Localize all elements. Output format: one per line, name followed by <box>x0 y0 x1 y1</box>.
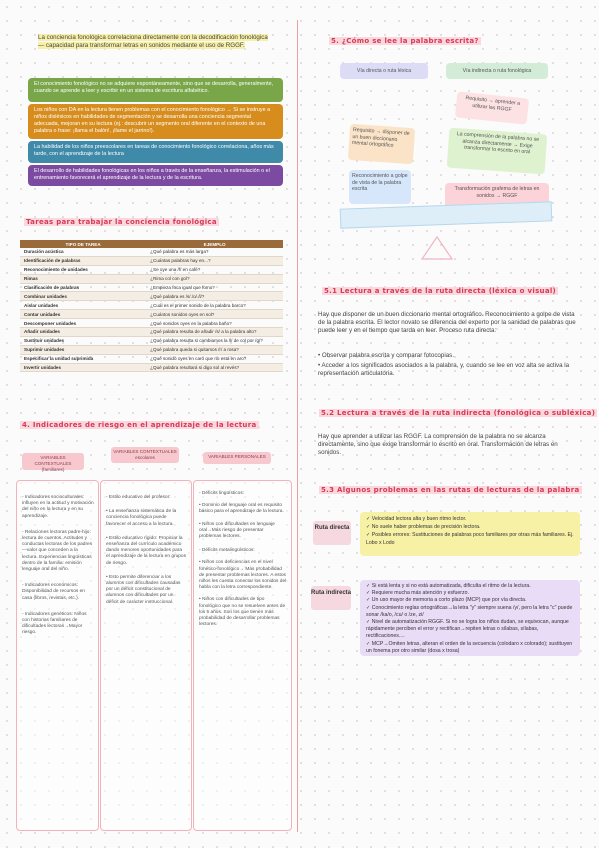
tareas-table <box>20 240 283 372</box>
list-item: • Estilo educativo rígido: Propiciar la enseñanza del currículo académico dando menores oportunidades para el aprendizaje de la lectura en grupos de riesgo. <box>106 535 187 566</box>
list-item: ✓ Si está lenta y si no está automatizada, dificulta el ritmo de la lectura. <box>366 583 531 589</box>
header-tipo: TIPO DE TAREA <box>20 240 146 248</box>
cell: Duración acústica <box>20 248 146 256</box>
cell: Reconocimiento de unidades <box>20 265 146 274</box>
cell: ¿Empieza foca igual que fomo? <box>146 283 283 292</box>
table-row <box>20 336 283 345</box>
section51-title: 5.1 Lectura a través de la ruta directa (léxica o visual) <box>324 287 557 295</box>
cell: Combinar unidades <box>20 292 146 301</box>
cell: Especificar la unidad suprimida <box>20 354 146 363</box>
list-item: • Esto permite diferenciar a los alumnos con dificultades causadas por un déficit constitucional de alumnos con dificultades por un déficit de carácter instruccional. <box>106 574 181 605</box>
section51-paragraph: Hay que disponer de un buen diccionario mental ortográfico. Reconocimiento a golpe de vista de la palabra escrita. El lector novato se diferencia del experto por la sanidad de palabras que puede leer y en el tiempo que tarda en leer. Proceso ruta directa: <box>318 311 576 334</box>
comprension-box: La comprensión de la palabra no se alcanza directamente → Exige transformar lo escrito en oral <box>447 128 548 175</box>
list-item: - Indicadores socioculturales: influyen en la actitud y motivación del niño en la lectura y en su aprendizaje. <box>22 495 94 519</box>
banner-desarrollo: El desarrollo de habilidades fonológicas en los niños a través de la enseñanza, la estimulación o el entrenamiento favorecerá el aprendizaje de la lectura y de la escritura. <box>28 165 283 186</box>
tareas-title: Tareas para trabajar la conciencia fonológica <box>26 218 217 226</box>
section52-paragraph: Hay que aprender a utilizar las RGGF. La comprensión de la palabra no se alcanza directamente, sino que exige transformar lo escrito en oral. Transformación de letras en sonidos. <box>318 433 558 456</box>
list-item: - Estilo educativo del profesor: <box>106 495 171 500</box>
cell: ¿Rima col con gol? <box>146 274 283 283</box>
list-item: ✓ Conocimiento reglas ortográficas→la letra "y" siempre suena /y/, pero la letra "c" puede sonar /ka/o, /cu/ o /ze, zi/ <box>366 604 573 618</box>
cell: Sustituir unidades <box>20 336 146 345</box>
banner-conocimiento: El conocimiento fonológico no se adquiere espontáneamente, sino que se desarrolla, generalmente, cuando se aprende a leer y escribir en un sistema de escritura alfabético. <box>28 78 283 102</box>
list-item: ✓ Velocidad lectora alta y buen ritmo lector. <box>366 516 467 522</box>
table-row <box>20 319 283 328</box>
table-row <box>20 248 283 256</box>
personales-list <box>199 491 287 628</box>
cell: ¿Qué sonido oyes en caro que no está en aro? <box>146 354 283 363</box>
list-item: ✓ MCP→Omiten letras, alteran el orden de la secuencia (colodaro x colorado); sustituyen un fonema por otro similar (dosa x trosa) <box>366 640 573 654</box>
requisito-diccionario-box: Requisito → disponer de un buen diccionario mental ortográfico <box>348 124 415 164</box>
table-row <box>20 283 283 292</box>
table-row <box>20 265 283 274</box>
ruta-directa-list <box>360 512 580 556</box>
list-item: • La enseñanza sistemática de la conciencia fonológica puede favorecer el acceso a la lectura. <box>106 509 177 527</box>
cell: Descomponer unidades <box>20 319 146 328</box>
list-item: ✓ Un uso mayor de memoria a corto plazo (MCP) que por vía directa. <box>366 597 527 604</box>
cell: ¿Qué sonidos oyes en la palabra baño? <box>146 319 283 328</box>
table-row <box>20 301 283 310</box>
escolares-list <box>106 495 186 606</box>
list-item: ✓ Nivel de automatización RGGF. Si no se logra los niños dudan, se equivocan, aunque rápidamente perciben el error y rectifican→repiten letras o sílabas, sílabas, rectificaciones.... <box>366 619 569 640</box>
list-item: - Déficits metalingüísticos: <box>199 548 255 554</box>
list-item: - Déficits lingüísticos: <box>199 491 245 496</box>
cell: Añadir unidades <box>20 328 146 337</box>
list-item: - Indicadores genéticos: Niños con historias familiares de dificultades lectoras→Mayor riesgo. <box>22 611 87 636</box>
table-row <box>20 328 283 337</box>
banner-preescolares: La habilidad de los niños preescolares en tareas de conocimiento fonológico correlaciona, años más tarde, con el aprendizaje de la lectura <box>28 141 283 163</box>
cell: Invertir unidades <box>20 363 146 372</box>
list-item: • Dominio del lenguaje oral es requisito básico para el aprendizaje de la lectura. <box>199 503 284 515</box>
table-row <box>20 256 283 265</box>
balance-beam <box>340 201 553 228</box>
table-row <box>20 292 283 301</box>
table-header-row <box>20 240 283 248</box>
cell: Identificación de palabras <box>20 256 146 265</box>
cell: ¿Cuántas palabras hay en...? <box>146 256 283 265</box>
cell: ¿Se oye una /f/ en café? <box>146 265 283 274</box>
reconocimiento-box: Reconocimiento a golpe de vista de la palabra escrita <box>349 170 411 204</box>
transformacion-box: Transformación grafema de letras en sonidos → RGGF <box>445 183 549 220</box>
header-ejemplo: EJEMPLO <box>146 240 283 248</box>
familiares-list <box>22 495 94 637</box>
via-indirecta-box: Vía indirecta o ruta fonológica <box>446 63 548 79</box>
pill-contextuales-escolares: VARIABLES CONTEXTUALES escolares <box>111 447 179 463</box>
cell: Clasificación de palabras <box>20 283 146 292</box>
cell: Rimas <box>20 274 146 283</box>
table-row <box>20 363 283 372</box>
list-item: • Niños con dificultades de tipo fonológico que no se resuelven antes de los 5 años. Son los que tienen más probabilidad de desarrollar problemas lectores. <box>199 597 286 628</box>
table-row <box>20 274 283 283</box>
via-directa-box: Vía directa o ruta léxica <box>340 63 428 79</box>
section53-title: 5.3 Algunos problemas en las rutas de lecturas de la palabra <box>321 486 580 494</box>
cell: ¿Qué palabra es más larga? <box>146 248 283 256</box>
column-divider <box>297 20 298 832</box>
balance-fulcrum-icon <box>420 235 454 261</box>
ruta-indirecta-list <box>360 580 580 656</box>
list-item: • Niños con deficiencias en el nivel fonético-fonológico→ Más probabilidad de presentar problemas lectores. A estos niños les cuesta conectar los sonidos del habla con la letra correspondiente. <box>199 560 287 591</box>
cell: ¿Cuál es el primer sonido de la palabra barco? <box>146 301 283 310</box>
cell: Suprimir unidades <box>20 345 146 354</box>
section51-bullet-1: • Observar palabra escrita y comparar fotocopias. <box>318 352 454 359</box>
cell: ¿Qué palabra resulta si cambiamos la /l/ de col por /g/? <box>146 336 283 345</box>
intro-paragraph: La conciencia fonológica correlaciona directamente con la decodificación fonológica — capacidad para transformar letras en sonidos mediante el uso de RGGF. <box>38 34 268 49</box>
cell: Contar unidades <box>20 310 146 319</box>
ruta-directa-label: Ruta directa <box>313 521 351 545</box>
table-row <box>20 310 283 319</box>
list-item: - Relaciones lectoras padre-hijo: lectura de cuentos. Actitudes y conductas lectoras de los padres—valor que conceden a la lectura. Experiencias lingüísticas dentro de la familia: emisión lenguaje oral del niño. <box>22 529 93 573</box>
ruta-indirecta-label: Ruta indirecta <box>311 586 351 610</box>
table-row <box>20 354 283 363</box>
requisito-rggf-box: Requisito → aprender a utilizar las RGGF <box>455 91 529 124</box>
table-row <box>20 345 283 354</box>
list-item: - Indicadores económicos: Disponibilidad de recursos en casa (libros, revistas, etc.). <box>22 583 85 601</box>
cell: ¿Cuántos sonidos oyes en sol? <box>146 310 283 319</box>
section52-title: 5.2 Lectura a través de la ruta indirecta (fonológica o subléxica) <box>321 409 596 417</box>
pill-contextuales-familiares: VARIABLES CONTEXTUALES (familiares) <box>22 453 84 470</box>
section51-bullet-2: • Acceder a los significados asociados a la palabra, y, cuando se lee en voz alta se activa la representación articulatoria. <box>318 362 570 377</box>
cell: Aislar unidades <box>20 301 146 310</box>
list-item: • Niños con dificultades en lenguaje oral→Más riesgo de presentar problemas lectores. <box>199 521 275 540</box>
pill-personales: VARIABLES PERSONALES <box>203 452 271 464</box>
cell: ¿Qué palabra resulta de añadir /s/ a la palabra alto? <box>146 328 283 337</box>
cell: ¿Qué palabra resultará si digo sol al revés? <box>146 363 283 372</box>
section5-title: 5. ¿Cómo se lee la palabra escrita? <box>331 37 479 45</box>
banner-dislexia: Los niños con DA en la lectura tienen problemas con el conocimiento fonológico → Si se instruye a niños disléxicos en habilidades de segmentación y se desarrolla una conciencia segmental adecuada, mejoran en su lectura (ej.: descubrir un segmento oral diferente en el contexto de una palabra o frase: ¡llama el balón!, ¡llame el jarrino!). <box>28 104 283 139</box>
cell: ¿Qué palabra es /s/./o/./l/? <box>146 292 283 301</box>
list-item: ✓ No suele haber problemas de precisión lectora. <box>366 524 481 530</box>
list-item: ✓ Requiere mucha más atención y esfuerzo. <box>366 590 469 597</box>
list-item: ✓ Posibles errores: Sustituciones de palabras poco familiares por otras más familiares. Ej. Lobo x Lodo <box>366 532 574 546</box>
cell: ¿Qué palabra queda si quitamos /r/ a rosa? <box>146 345 283 354</box>
indicadores-title: 4. Indicadores de riesgo en el aprendizaje de la lectura <box>22 421 257 429</box>
